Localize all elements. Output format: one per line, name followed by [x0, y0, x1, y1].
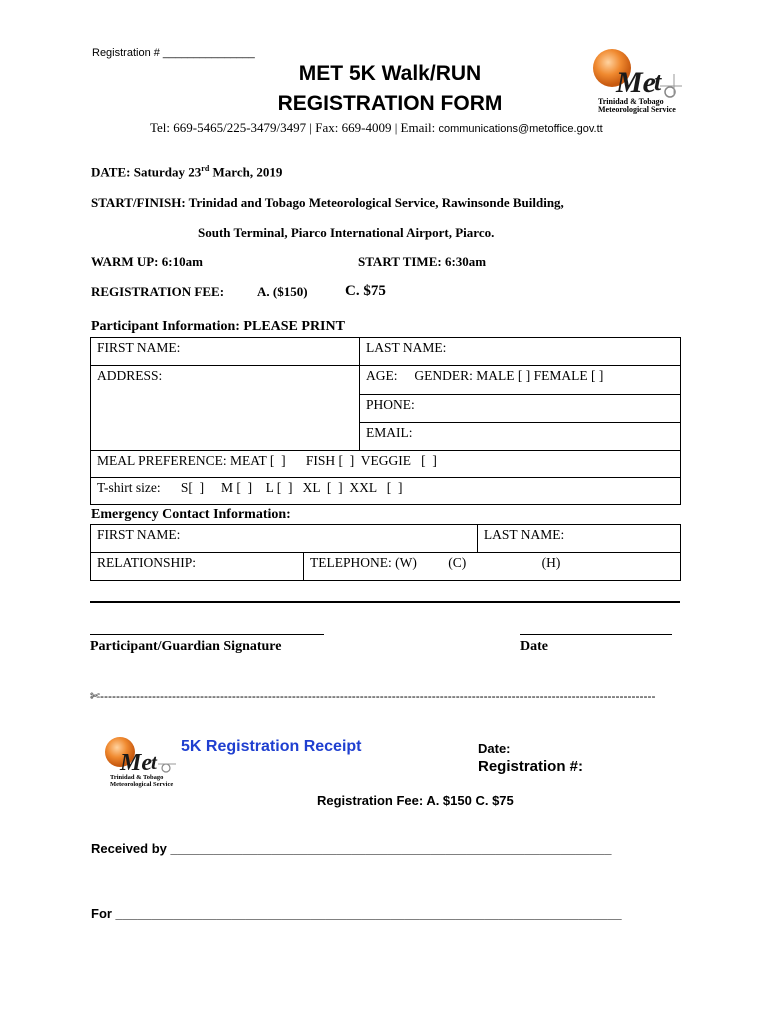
form-title: MET 5K Walk/RUN [298, 62, 482, 85]
logo-caption: Trinidad & Tobago Meteorological Service [598, 97, 676, 114]
event-start-finish: START/FINISH: Trinidad and Tobago Meteorological Service, Rawinsonde Building, [91, 195, 564, 210]
event-warm-up: WARM UP: 6:10am [91, 254, 203, 269]
registration-number-label: Registration # _______________ [92, 47, 255, 59]
receipt-fee: Registration Fee: A. $150 C. $75 [317, 793, 514, 808]
participant-table [90, 337, 681, 505]
participant-phone[interactable]: PHONE: [360, 395, 681, 423]
event-date: DATE: Saturday 23rd March, 2019 [91, 164, 283, 180]
meal-preference[interactable]: MEAL PREFERENCE: MEAT [ ] FISH [ ] VEGGIE [ ] [91, 451, 681, 478]
fee-option-c: C. $75 [345, 283, 386, 299]
svg-text:Me: Me [616, 66, 656, 99]
svg-text:t: t [654, 67, 662, 96]
fee-option-a: A. ($150) [257, 284, 308, 299]
receipt-registration-number: Registration #: [478, 758, 584, 775]
logo-caption-small: Trinidad & Tobago Meteorological Service [110, 774, 174, 788]
event-location: South Terminal, Piarco International Airport, Piarco. [198, 225, 495, 240]
contact-email: communications@metoffice.gov.tt [438, 123, 603, 135]
participant-address[interactable]: ADDRESS: [91, 366, 360, 451]
participant-first-name[interactable]: FIRST NAME: [91, 338, 360, 366]
participant-email[interactable]: EMAIL: [360, 423, 681, 451]
svg-text:t: t [151, 750, 157, 774]
date-label: Date [520, 639, 548, 654]
event-start-time: START TIME: 6:30am [358, 254, 487, 269]
fee-label: REGISTRATION FEE: [91, 284, 225, 299]
cut-line: ✄------------------------------------------------------------------------------------------------------------------------------------------- [90, 689, 656, 703]
participant-last-name[interactable]: LAST NAME: [360, 338, 681, 366]
receipt-title: 5K Registration Receipt [181, 738, 362, 755]
emergency-telephone[interactable]: TELEPHONE: (W) (C) (H) [304, 553, 681, 581]
for-field[interactable]: For ______________________________________________________________________ [91, 906, 622, 921]
participant-heading: Participant Information: PLEASE PRINT [91, 319, 345, 334]
received-by-field[interactable]: Received by _____________________________________________________________ [91, 841, 612, 856]
svg-text:Me: Me [120, 750, 152, 776]
section-divider [90, 601, 680, 603]
tshirt-size[interactable]: T-shirt size: S[ ] M [ ] L [ ] XL [ ] XXL [ ] [91, 478, 681, 505]
emergency-table [90, 524, 681, 581]
contact-line [150, 120, 603, 136]
emergency-heading: Emergency Contact Information: [91, 507, 291, 522]
emergency-first-name[interactable]: FIRST NAME: [91, 525, 478, 553]
signature-label: Participant/Guardian Signature [90, 639, 282, 654]
contact-phone-fax: Tel: 669-5465/225-3479/3497 | Fax: 669-4009 | Email: [150, 120, 439, 135]
emergency-last-name[interactable]: LAST NAME: [477, 525, 680, 553]
emergency-relationship[interactable]: RELATIONSHIP: [91, 553, 304, 581]
signature-line[interactable] [90, 634, 324, 635]
date-line[interactable] [520, 634, 672, 635]
participant-age-gender[interactable]: AGE: GENDER: MALE [ ] FEMALE [ ] [360, 366, 681, 395]
receipt-date: Date: [478, 741, 511, 756]
form-subtitle: REGISTRATION FORM [277, 92, 503, 115]
